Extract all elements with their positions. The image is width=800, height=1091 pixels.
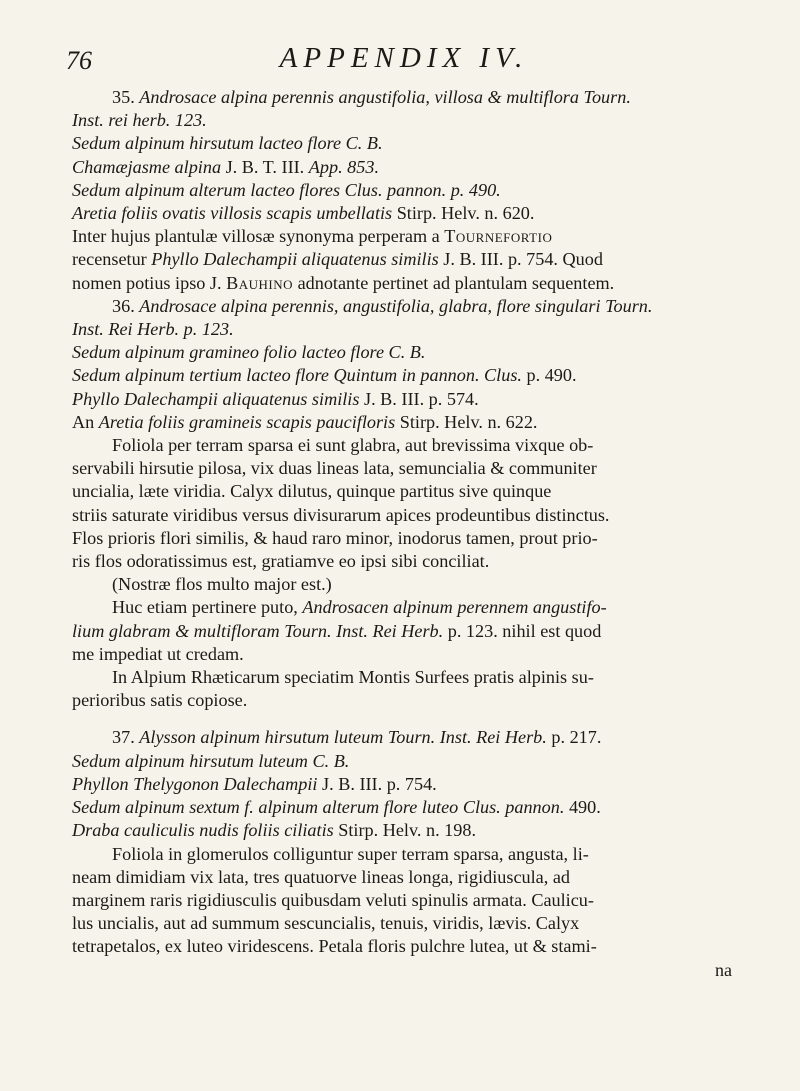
- text-line: Flos prioris flori similis, & haud raro minor, inodorus tamen, prout prio-: [72, 527, 598, 548]
- page-number: 76: [66, 46, 92, 75]
- text-line: neam dimidiam vix lata, tres quatuorve lineas longa, rigidiuscula, ad: [72, 866, 570, 887]
- text-line: lium glabram & multifloram Tourn. Inst. Rei Herb. p. 123. nihil est quod: [72, 620, 602, 641]
- text-line: servabili hirsutie pilosa, vix duas lineas lata, semuncialia & communiter: [72, 458, 597, 479]
- text-line: Inter hujus plantulæ villosæ synonyma perperam a Tournefortio: [72, 226, 553, 247]
- entry-heading: 36. Androsace alpina perennis, angustifolia, glabra, flore singulari Tourn.: [112, 295, 653, 316]
- text-line: striis saturate viridibus versus divisurarum apices prodeuntibus distinctus.: [72, 504, 610, 525]
- text-line: me impediat ut credam.: [72, 643, 244, 664]
- page-header: [66, 42, 736, 86]
- entry-35: [72, 86, 736, 295]
- section-gap: [72, 712, 736, 726]
- running-head: APPENDIX IV.: [279, 42, 529, 74]
- text-line: Foliola per terram sparsa ei sunt glabra, aut brevissima vixque ob-: [112, 435, 594, 456]
- text-line: marginem raris rigidiusculis quibusdam veluti spinulis armata. Caulicu-: [72, 889, 594, 910]
- page-body: [72, 86, 736, 982]
- synonym-line: Phyllon Thelygonon Dalechampii J. B. III. p. 754.: [72, 773, 437, 794]
- entry-37: [72, 726, 736, 981]
- text-line: nomen potius ipso J. Bauhino adnotante pertinet ad plantulam sequentem.: [72, 272, 615, 293]
- entry-heading: 37. Alysson alpinum hirsutum luteum Tourn. Inst. Rei Herb. p. 217.: [112, 727, 602, 748]
- synonym-line: Aretia foliis ovatis villosis scapis umbellatis Stirp. Helv. n. 620.: [72, 203, 535, 224]
- synonym-line: Sedum alpinum hirsutum lacteo flore C. B.: [72, 133, 383, 154]
- synonym-line: An Aretia foliis gramineis scapis paucifloris Stirp. Helv. n. 622.: [72, 411, 538, 432]
- reference-line: Inst. rei herb. 123.: [72, 110, 207, 131]
- catchword: na: [715, 959, 732, 980]
- synonym-line: Sedum alpinum alterum lacteo flores Clus. pannon. p. 490.: [72, 179, 501, 200]
- text-line: In Alpium Rhæticarum speciatim Montis Surfees pratis alpinis su-: [112, 667, 594, 688]
- entry-heading: 35. Androsace alpina perennis angustifolia, villosa & multiflora Tourn.: [112, 87, 631, 107]
- text-line: ris flos odoratissimus est, gratiamve eo ipsi sibi conciliat.: [72, 551, 490, 572]
- text-line: perioribus satis copiose.: [72, 690, 248, 711]
- text-line: uncialia, læte viridia. Calyx dilutus, quinque partitus sive quinque: [72, 481, 552, 502]
- text-line: recensetur Phyllo Dalechampii aliquatenus similis J. B. III. p. 754. Quod: [72, 249, 603, 270]
- synonym-line: Sedum alpinum hirsutum luteum C. B.: [72, 750, 350, 771]
- synonym-line: Draba cauliculis nudis foliis ciliatis Stirp. Helv. n. 198.: [72, 820, 476, 841]
- synonym-line: Sedum alpinum gramineo folio lacteo flore C. B.: [72, 342, 426, 363]
- text-line: (Nostræ flos multo major est.): [112, 574, 332, 595]
- entry-36: [72, 295, 736, 713]
- synonym-line: Phyllo Dalechampii aliquatenus similis J. B. III. p. 574.: [72, 388, 479, 409]
- synonym-line: Chamæjasme alpina J. B. T. III. App. 853.: [72, 156, 380, 177]
- text-line: lus uncialis, aut ad summum sescuncialis, tenuis, viridis, lævis. Calyx: [72, 913, 580, 934]
- reference-line: Inst. Rei Herb. p. 123.: [72, 319, 234, 340]
- text-line: Huc etiam pertinere puto, Androsacen alpinum perennem angustifo-: [112, 597, 607, 618]
- synonym-line: Sedum alpinum tertium lacteo flore Quintum in pannon. Clus. p. 490.: [72, 365, 577, 386]
- text-line: Foliola in glomerulos colliguntur super terram sparsa, angusta, li-: [112, 843, 589, 864]
- synonym-line: Sedum alpinum sextum f. alpinum alterum flore luteo Clus. pannon. 490.: [72, 797, 601, 818]
- text-line: tetrapetalos, ex luteo viridescens. Petala floris pulchre lutea, ut & stami-: [72, 936, 597, 957]
